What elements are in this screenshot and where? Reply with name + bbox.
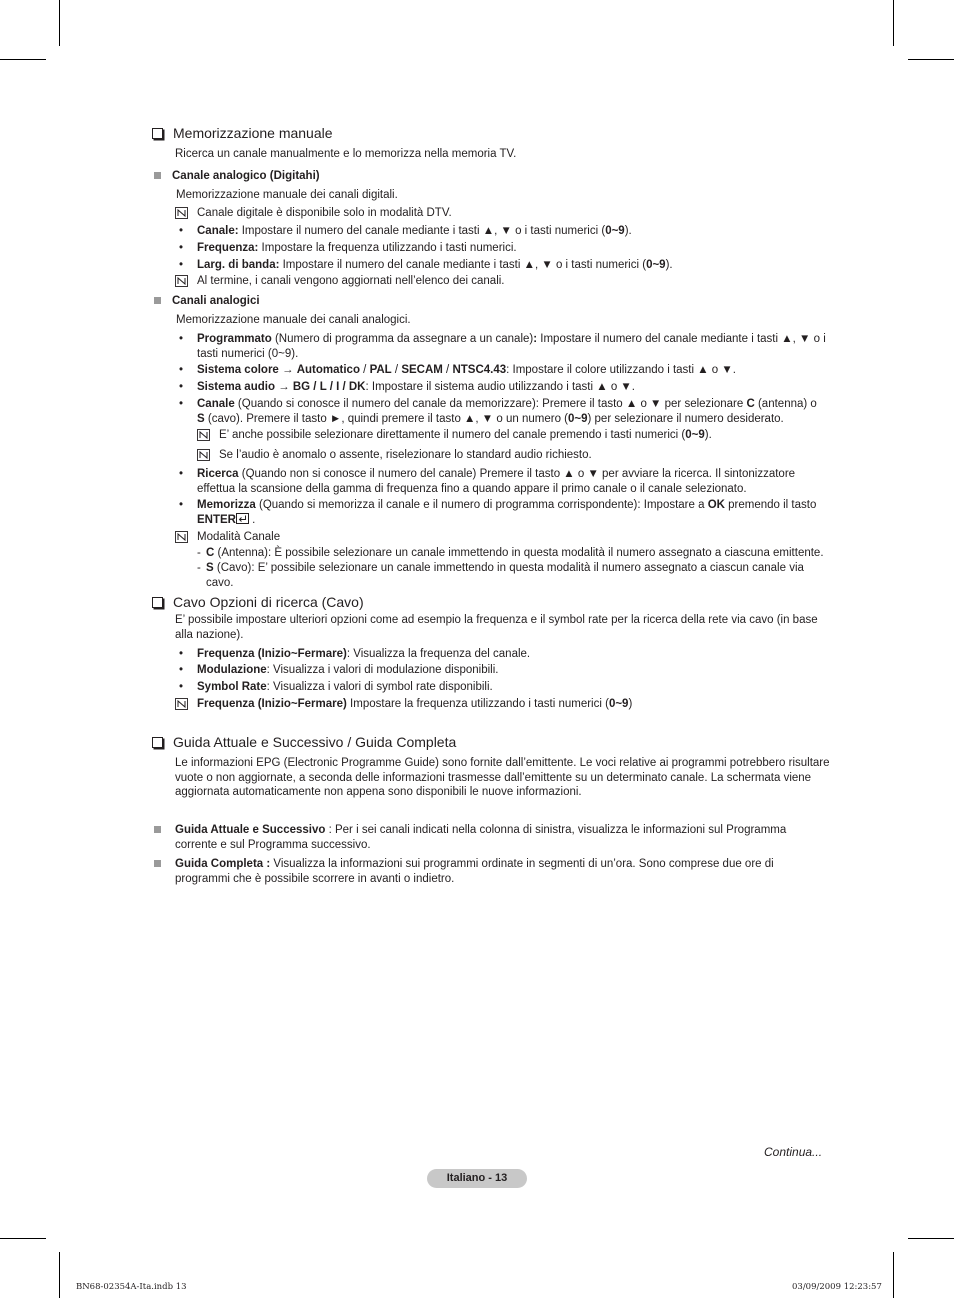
list-item: - C (Antenna): È possibile selezionare un canale immettendo in questa modalità il numero assegnato a ciascuna emittente. — [197, 546, 827, 561]
list-item: • Larg. di banda: Impostare il numero del canale mediante i tasti ▲, ▼ o i tasti numerici (0~9). — [197, 258, 827, 273]
section-intro: E’ possibile impostare ulteriori opzioni come ad esempio la frequenza e il symbol rate per la ricerca della rete via cavo (in base alla nazione). — [175, 614, 818, 641]
crop-mark — [59, 1252, 60, 1298]
subsection-desc: Memorizzazione manuale dei canali analogici. — [176, 314, 411, 326]
section-title: Memorizzazione manuale — [152, 126, 333, 141]
checkbox-icon — [152, 128, 163, 139]
list-item: • Programmato (Numero di programma da assegnare a un canale): Impostare il numero del canale mediante i tasti ▲, ▼ o i tasti numerici (0~9). — [197, 332, 827, 361]
list-item: • Canale: Impostare il numero del canale mediante i tasti ▲, ▼ o i tasti numerici (0~9). — [197, 224, 827, 239]
checkbox-icon — [152, 737, 163, 748]
note: Se l’audio è anomalo o assente, riselezionare lo standard audio richiesto. — [197, 448, 827, 463]
note: Frequenza (Inizio~Fermare) Impostare la frequenza utilizzando i tasti numerici (0~9) — [175, 697, 830, 712]
list-item: • Frequenza (Inizio~Fermare): Visualizza la frequenza del canale. — [197, 647, 827, 662]
list-item: Guida Attuale e Successivo : Per i sei canali indicati nella colonna di sinistra, visualizza le informazioni sul Programma corrente e sul Programma successivo. — [175, 823, 830, 852]
note-icon — [197, 429, 210, 441]
subsection-title: Canali analogici — [154, 294, 260, 309]
print-slug-file: BN68-02354A-Ita.indb 13 — [76, 1282, 187, 1292]
note-icon — [175, 207, 188, 219]
list-item: • Sistema colore → Automatico / PAL / SECAM / NTSC4.43: Impostare il colore utilizzando i tasti ▲ o ▼. — [197, 363, 827, 378]
crop-mark — [59, 0, 60, 46]
square-bullet-icon — [154, 860, 161, 867]
section-title: Cavo Opzioni di ricerca (Cavo) — [152, 595, 364, 610]
list-item: • Ricerca (Quando non si conosce il numero del canale) Premere il tasto ▲ o ▼ per avviare la ricerca. Il sintonizzatore effettua la scansione della gamma di frequenza fino a quando appare il primo canale o il canale selezionato. — [197, 467, 827, 496]
square-bullet-icon — [154, 826, 161, 833]
section-intro: Ricerca un canale manualmente e lo memorizza nella memoria TV. — [175, 148, 517, 160]
square-bullet-icon — [154, 297, 161, 304]
crop-mark — [893, 1252, 894, 1298]
note: Canale digitale è disponibile solo in modalità DTV. — [175, 206, 830, 221]
note: E’ anche possibile selezionare direttamente il numero del canale premendo i tasti numerici (0~9). — [197, 428, 827, 443]
crop-mark — [0, 59, 46, 60]
note: Modalità Canale — [175, 530, 830, 545]
list-item: • Modulazione: Visualizza i valori di modulazione disponibili. — [197, 663, 827, 678]
square-bullet-icon — [154, 172, 161, 179]
list-item: • Sistema audio → BG / L / I / DK: Impostare il sistema audio utilizzando i tasti ▲ o ▼. — [197, 380, 827, 395]
list-item: • Canale (Quando si conosce il numero del canale da memorizzare): Premere il tasto ▲ o ▼ per selezionare C (antenna) o S (cavo). Premere il tasto ►, quindi premere il tasto ▲, ▼ o un numero (0~9) per selezionare il numero desiderato. — [197, 397, 827, 426]
section-title: Guida Attuale e Successivo / Guida Completa — [152, 735, 456, 750]
list-item: • Frequenza: Impostare la frequenza utilizzando i tasti numerici. — [197, 241, 827, 256]
note-icon — [175, 698, 188, 710]
page-number: Italiano - 13 — [427, 1169, 527, 1188]
checkbox-icon — [152, 597, 163, 608]
note-icon — [175, 531, 188, 543]
crop-mark — [0, 1238, 46, 1239]
note-icon — [175, 275, 188, 287]
note: Al termine, i canali vengono aggiornati nell’elenco dei canali. — [175, 274, 830, 289]
continue-label: Continua... — [764, 1145, 823, 1159]
print-slug-date: 03/09/2009 12:23:57 — [792, 1282, 882, 1292]
list-item: • Symbol Rate: Visualizza i valori di symbol rate disponibili. — [197, 680, 827, 695]
list-item: Guida Completa : Visualizza la informazioni sui programmi ordinate in segmenti di un’ora. Sono comprese due ore di programmi che è possibile scorrere in avanti o indietro. — [175, 857, 830, 886]
subsection-desc: Memorizzazione manuale dei canali digitali. — [176, 189, 398, 201]
section-intro: Le informazioni EPG (Electronic Programme Guide) sono fornite dall’emittente. Le voci relative ai programmi potrebbero risultare vuote o non aggiornate, a seconda delle informazioni trasmesse dall’emittente su un determinato canale. La schermata viene aggiornata automaticamente non appena sono disponibili le nuove informazioni. — [175, 757, 830, 798]
subsection-title: Canale analogico (Digitahi) — [154, 169, 320, 184]
list-item: • Memorizza (Quando si memorizza il canale e il numero di programma corrispondente): Impostare a OK premendo il tasto ENTER . — [197, 498, 827, 527]
crop-mark — [908, 59, 954, 60]
list-item: - S (Cavo): E’ possibile selezionare un canale immettendo in questa modalità il numero assegnato a ciascun canale via cavo. — [197, 561, 827, 590]
crop-mark — [908, 1238, 954, 1239]
note-icon — [197, 449, 210, 461]
enter-icon — [236, 513, 249, 524]
crop-mark — [893, 0, 894, 46]
